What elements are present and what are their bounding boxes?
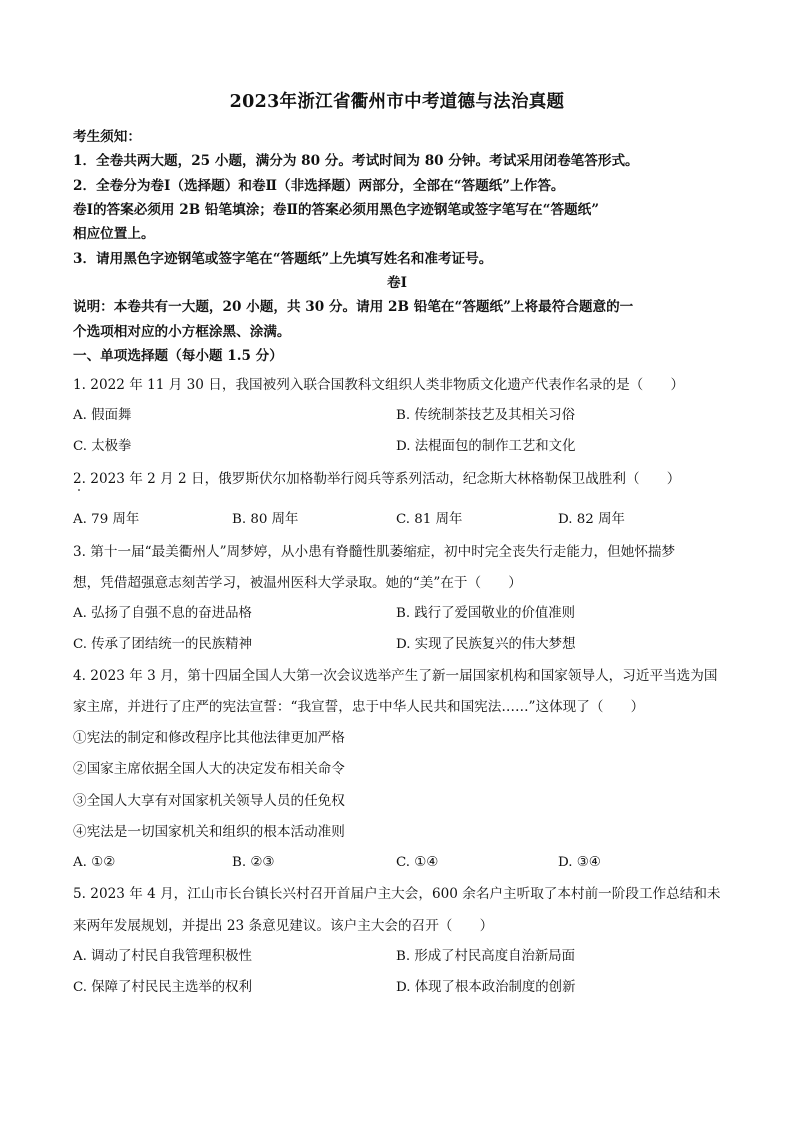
- q5-option-d: D. 体现了根本政治制度的创新: [396, 980, 576, 995]
- q2-option-b: B. 80 周年: [232, 512, 299, 527]
- q2-stem: 2. 2023 年 2 月 2 日，俄罗斯伏尔加格勒举行阅兵等系列活动，纪念斯大林格勒保卫战胜利（ ）: [73, 471, 681, 487]
- q3-stem-line-2: 想，凭借超强意志刻苦学习，被温州医科大学录取。她的“美”在于（ ）: [73, 575, 522, 591]
- section-note-line-2: 个选项相对应的小方框涂黑、涂满。: [73, 324, 291, 340]
- q2-option-d: D. 82 周年: [558, 512, 625, 527]
- notice-heading: 考生须知：: [73, 129, 141, 145]
- stray-mark: [78, 489, 80, 491]
- q1-option-a: A. 假面舞: [73, 408, 132, 423]
- q4-option-b: B. ②③: [232, 855, 275, 870]
- q1-stem: 1. 2022 年 11 月 30 日，我国被列入联合国教科文组织人类非物质文化遗产代表作名录的是（ ）: [73, 377, 685, 393]
- q2-option-a: A. 79 周年: [73, 512, 140, 527]
- q5-stem-line-1: 5. 2023 年 4 月，江山市长台镇长兴村召开首届户主大会，600 余名户主听取了本村前一阶段工作总结和未: [73, 886, 721, 902]
- q3-option-c: C. 传承了团结统一的民族精神: [73, 637, 252, 652]
- q4-option-a: A. ①②: [73, 855, 116, 870]
- part-heading: 一、单项选择题（每小题 1.5 分）: [73, 348, 283, 364]
- notice-item-1: 1．全卷共两大题，25 小题，满分为 80 分。考试时间为 80 分钟。考试采用闭卷笔答形式。: [73, 153, 639, 169]
- q4-statement-1: ①宪法的制定和修改程序比其他法律更加严格: [73, 730, 345, 746]
- notice-item-2-cont2: 相应位置上。: [73, 226, 155, 242]
- q4-statement-4: ④宪法是一切国家机关和组织的根本活动准则: [73, 824, 345, 840]
- q4-stem-line-1: 4. 2023 年 3 月，第十四届全国人大第一次会议选举产生了新一届国家机构和国家领导人，习近平当选为国: [73, 668, 718, 684]
- q1-option-b: B. 传统制茶技艺及其相关习俗: [396, 408, 576, 423]
- q4-statement-3: ③全国人大享有对国家机关领导人员的任免权: [73, 793, 345, 809]
- notice-item-3: 3．请用黑色字迹钢笔或签字笔在“答题纸”上先填写姓名和准考证号。: [73, 251, 493, 267]
- section-note-line-1: 说明：本卷共有一大题，20 小题，共 30 分。请用 2B 铅笔在“答题纸”上将最符合题意的一: [73, 299, 634, 315]
- q5-option-c: C. 保障了村民民主选举的权利: [73, 980, 252, 995]
- q5-stem-line-2: 来两年发展规划，并提出 23 条意见建议。该户主大会的召开（ ）: [73, 918, 494, 934]
- q3-option-a: A. 弘扬了自强不息的奋进品格: [73, 606, 252, 621]
- notice-item-2-cont: 卷Ⅰ的答案必须用 2B 铅笔填涂；卷Ⅱ的答案必须用黑色字迹钢笔或签字笔写在“答题纸”: [73, 202, 600, 218]
- exam-title: 2023年浙江省衢州市中考道德与法治真题: [229, 92, 565, 112]
- notice-item-2: 2．全卷分为卷Ⅰ（选择题）和卷Ⅱ（非选择题）两部分，全部在“答题纸”上作答。: [73, 178, 565, 194]
- q1-option-c: C. 太极拳: [73, 439, 132, 454]
- q4-stem-line-2: 家主席，并进行了庄严的宪法宣誓：“我宣誓，忠于中华人民共和国宪法……”这体现了（ ）: [73, 699, 645, 715]
- section-label: 卷Ⅰ: [387, 275, 407, 291]
- q2-option-c: C. 81 周年: [396, 512, 463, 527]
- q3-option-d: D. 实现了民族复兴的伟大梦想: [396, 637, 576, 652]
- q5-option-a: A. 调动了村民自我管理积极性: [73, 949, 252, 964]
- q5-option-b: B. 形成了村民高度自治新局面: [396, 949, 576, 964]
- q3-option-b: B. 践行了爱国敬业的价值准则: [396, 606, 576, 621]
- q4-option-c: C. ①④: [396, 855, 439, 870]
- q4-statement-2: ②国家主席依据全国人大的决定发布相关命令: [73, 761, 345, 777]
- q4-option-d: D. ③④: [558, 855, 601, 870]
- q3-stem-line-1: 3. 第十一届“最美衢州人”周梦婷，从小患有脊髓性肌萎缩症，初中时完全丧失行走能力，但她怀揣梦: [73, 544, 676, 560]
- q1-option-d: D. 法棍面包的制作工艺和文化: [396, 439, 576, 454]
